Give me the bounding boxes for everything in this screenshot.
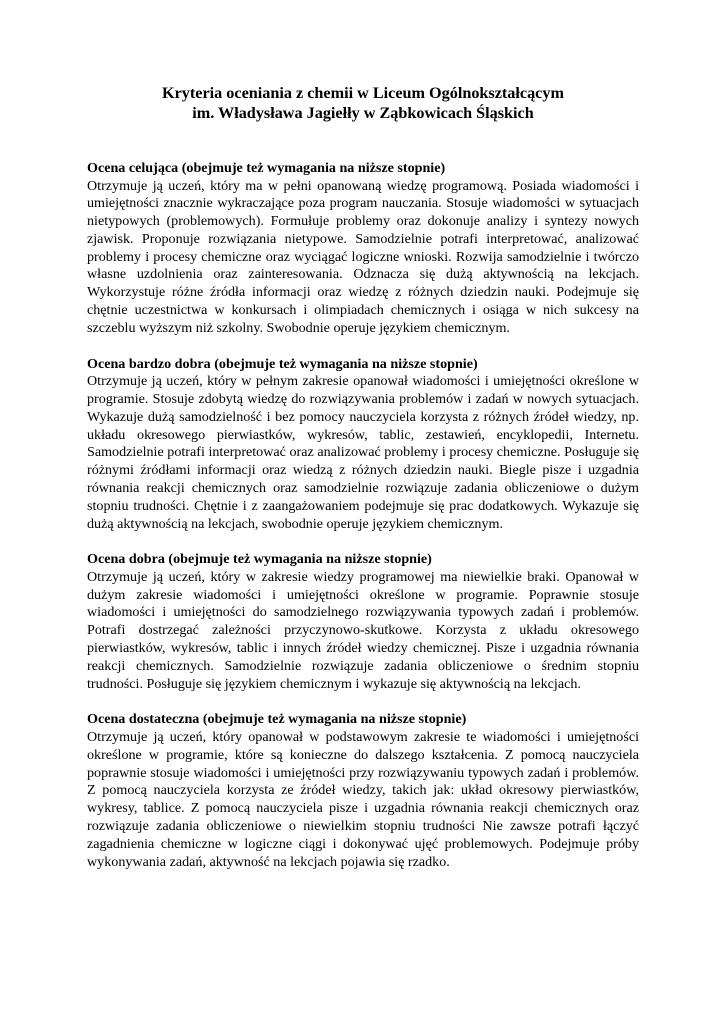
section-heading: Ocena dobra (obejmuje też wymagania na niższe stopnie) [87,551,432,568]
section-text: Otrzymuje ją uczeń, który w zakresie wiedzy programowej ma niewielkie braki. Opanował w dużym zakresie wiadomości i umiejętności określone w programie. Poprawnie stosuje wiadomości i umiejętności do samodzielnego rozwiązywania typowych zadań i problemów. Potrafi dostrzegać zależności przyczynowo-skutkowe. Korzysta z układu okresowego pierwiastków, wykresów, tablic i innych źródeł wiedzy chemicznej. Pisze i uzgadnia równania reakcji chemicznych. Samodzielnie rozwiązuje zadania obliczeniowe o średnim stopniu trudności. Posługuje się językiem chemicznym i wykazuje się aktywnością na lekcjach. [87,568,639,692]
section-ocena-dostateczna [87,711,639,871]
section-heading: Ocena dostateczna (obejmuje też wymagania na niższe stopnie) [87,711,467,728]
section-ocena-dobra [87,551,639,693]
title-line-2: im. Władysława Jagiełły w Ząbkowicach Śląskich [192,104,534,122]
section-text: Otrzymuje ją uczeń, który w pełnym zakresie opanował wiadomości i umiejętności określone w programie. Stosuje zdobytą wiedzę do rozwiązywania problemów i zadań w nowych sytuacjach. Wykazuje dużą samodzielność i bez pomocy nauczyciela korzysta z różnych źródeł wiedzy, np. układu okresowego pierwiastków, wykresów, tablic, zestawień, encyklopedii, Internetu. Samodzielnie potrafi interpretować oraz analizować problemy i procesy chemiczne. Posługuje się różnymi źródłami informacji oraz wiedzą z różnych dziedzin nauki. Biegle pisze i uzgadnia równania reakcji chemicznych oraz samodzielnie rozwiązuje zadania obliczeniowe o dużym stopniu trudności. Chętnie i z zaangażowaniem podejmuje się prac dodatkowych. Wykazuje się dużą aktywnością na lekcjach, swobodnie operuje językiem chemicznym. [87,373,639,532]
document-title [87,83,639,123]
title-line-1: Kryteria oceniania z chemii w Liceum Ogólnokształcącym [162,84,564,102]
document-page [87,83,639,871]
section-heading: Ocena celująca (obejmuje też wymagania na niższe stopnie) [87,160,446,176]
section-text: Otrzymuje ją uczeń, który ma w pełni opanowaną wiedzę programową. Posiada wiadomości i umiejętności znacznie wykraczające poza program nauczania. Stosuje wiadomości w sytuacjach nietypowych (problemowych). Formułuje problemy oraz dokonuje analizy i syntezy nowych zjawisk. Proponuje rozwiązania nietypowe. Samodzielnie potrafi interpretować, analizować problemy i procesy chemiczne oraz wyciągać logiczne wnioski. Rozwija samodzielnie i twórczo własne uzdolnienia oraz zainteresowania. Odznacza się dużą aktywnością na lekcjach. Wykorzystuje różne źródła informacji oraz wiedzę z różnych dziedzin nauki. Podejmuje się chętnie uczestnictwa w konkursach i olimpiadach chemicznych i osiąga w nich sukcesy na szczeblu wyższym niż szkolny. Swobodnie operuje językiem chemicznym. [87,177,639,336]
section-heading: Ocena bardzo dobra (obejmuje też wymagania na niższe stopnie) [87,355,478,372]
section-ocena-bardzo-dobra [87,356,639,534]
section-text: Otrzymuje ją uczeń, który opanował w podstawowym zakresie te wiadomości i umiejętności określone w programie, które są konieczne do dalszego kształcenia. Z pomocą nauczyciela poprawnie stosuje wiadomości i umiejętności przy rozwiązywaniu typowych zadań i problemów. Z pomocą nauczyciela korzysta ze źródeł wiedzy, takich jak: układ okresowy pierwiastków, wykresy, tablice. Z pomocą nauczyciela pisze i uzgadnia równania reakcji chemicznych oraz rozwiązuje zadania obliczeniowe o niewielkim stopniu trudności Nie zawsze potrafi łączyć zagadnienia chemiczne w logiczne ciągi i dokonywać ujęć problemowych. Podejmuje próby wykonywania zadań, aktywność na lekcjach pojawia się rzadko. [87,728,639,870]
section-ocena-celujaca [87,160,639,338]
